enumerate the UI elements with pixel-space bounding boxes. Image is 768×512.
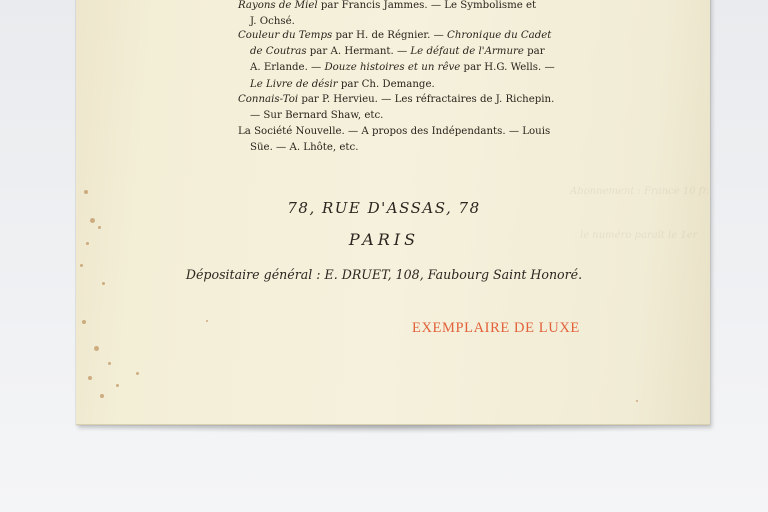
contents-text: par xyxy=(523,46,545,58)
depositary-label: Dépositaire général : xyxy=(185,267,321,282)
contents-text: par A. Hermant. — xyxy=(306,46,411,58)
contents-entry xyxy=(238,0,564,30)
contents-text: par P. Hervieu. — Les réfractaires de J. Richepin. xyxy=(298,94,555,105)
contents-line xyxy=(238,44,564,60)
show-through-text: Abonnement : France 10 fr. xyxy=(570,186,710,197)
depositary-value: E. DRUET, 108, Faubourg Saint Honoré. xyxy=(320,267,583,282)
publisher-city: PARIS xyxy=(348,230,420,249)
contents-text: A. Erlande. — xyxy=(250,62,325,74)
contents-line xyxy=(238,92,564,108)
luxury-edition-mark: EXEMPLAIRE DE LUXE xyxy=(412,320,580,336)
contents-text: par H.G. Wells. — xyxy=(460,62,555,74)
contents-line xyxy=(238,60,564,76)
contents-text: Süe. — A. Lhôte, etc. xyxy=(250,142,359,154)
contents-entry xyxy=(238,92,564,124)
contents-title: Rayons de Miel xyxy=(238,0,318,11)
contents-line xyxy=(238,77,564,93)
publisher-address: 78, RUE D'ASSAS, 78 xyxy=(287,199,481,217)
contents-text: — Sur Bernard Shaw, etc. xyxy=(250,110,384,122)
contents-line xyxy=(238,108,564,124)
contents-title: Le Livre de désir xyxy=(250,78,338,90)
contents-text: La Société Nouvelle. — A propos des Indépendants. — Louis xyxy=(238,126,551,137)
contents-entry xyxy=(238,124,564,156)
contents-text: par Francis Jammes. — Le Symbolisme et xyxy=(317,0,537,11)
show-through-text: le numéro paraît le 1er xyxy=(580,230,698,241)
contents-entry xyxy=(238,28,564,93)
contents-title: Connais-Toi xyxy=(238,94,299,105)
contents-line xyxy=(238,140,564,156)
contents-title: Douze histoires et un rêve xyxy=(324,62,461,74)
contents-text: par Ch. Demange. xyxy=(337,78,435,90)
contents-line xyxy=(238,0,564,14)
contents-text: J. Ochsé. xyxy=(250,16,295,28)
contents-line xyxy=(238,124,564,140)
contents-title: de Coutras xyxy=(250,46,307,58)
contents-title: Chronique du Cadet xyxy=(447,30,552,41)
contents-text: par H. de Régnier. — xyxy=(332,30,448,41)
general-depositary xyxy=(0,267,768,282)
contents-line xyxy=(238,28,564,44)
contents-title: Le défaut de l'Armure xyxy=(410,46,524,58)
contents-title: Couleur du Temps xyxy=(238,30,333,41)
